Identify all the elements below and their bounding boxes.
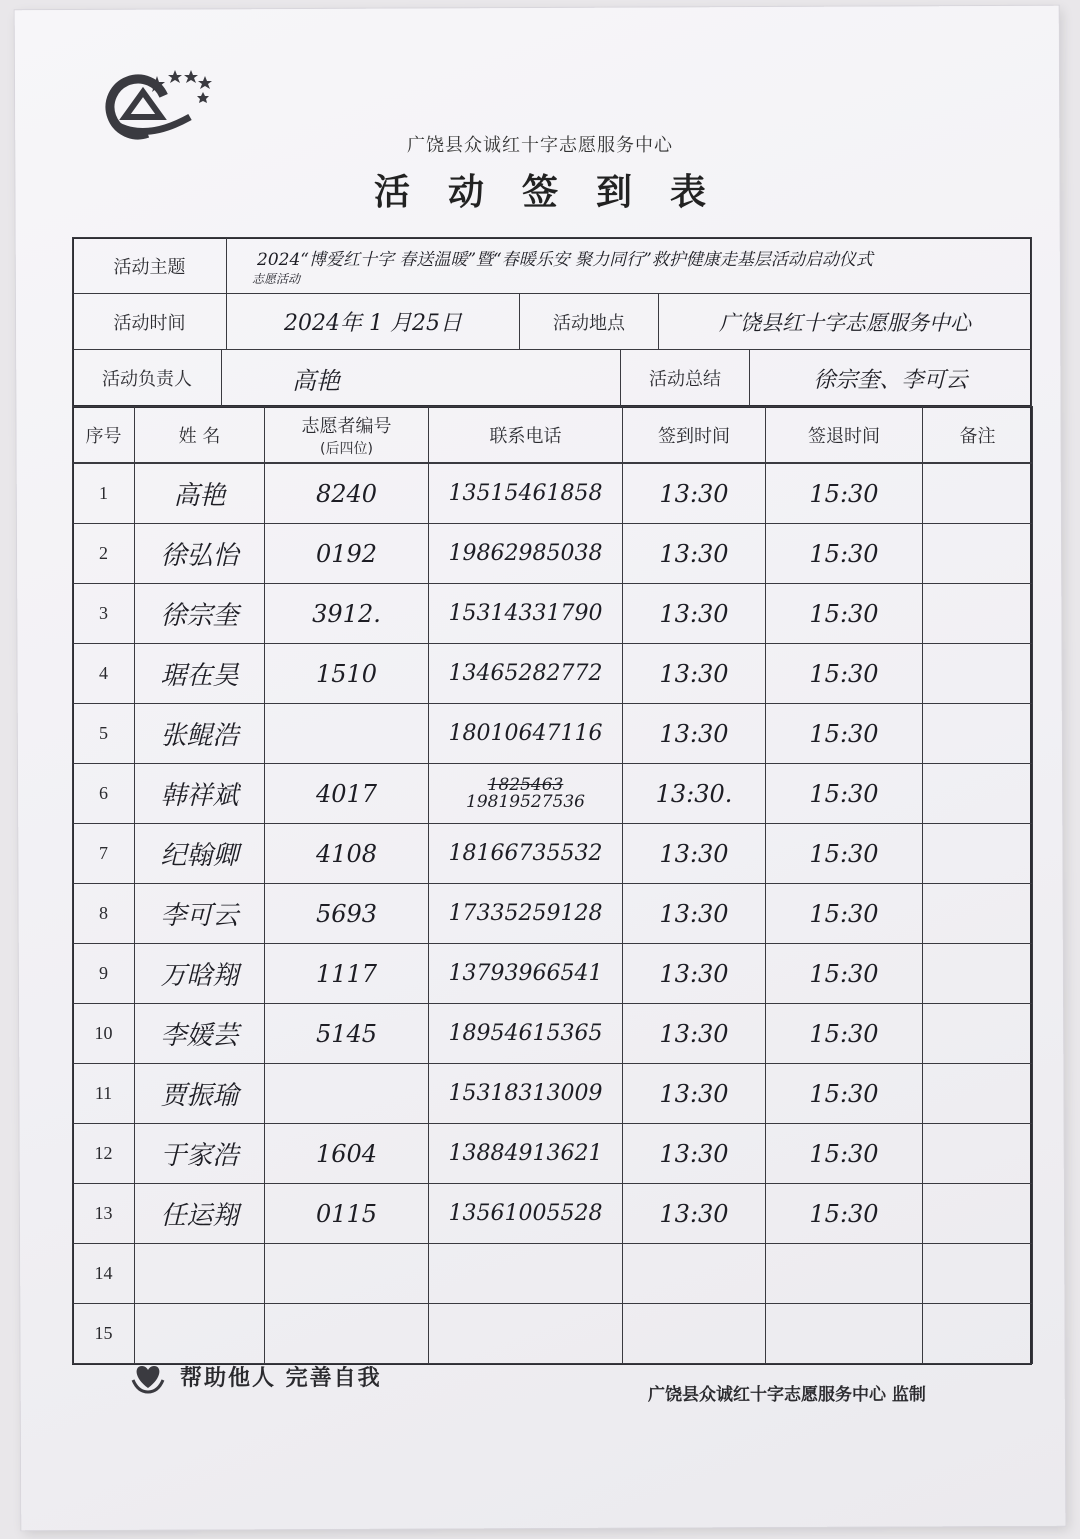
- row-name: 李媛芸: [134, 1003, 265, 1064]
- row-name: 琚在昊: [134, 643, 265, 704]
- column-header-phone: 联系电话: [428, 406, 623, 463]
- row-seq: 14: [72, 1243, 135, 1304]
- slogan-text: 帮助他人 完善自我: [180, 1365, 382, 1391]
- row-volunteer-id: 8240: [264, 463, 429, 524]
- row-seq: 13: [72, 1183, 135, 1244]
- row-volunteer-id: 1510: [264, 643, 429, 704]
- column-header-name: 姓 名: [134, 406, 265, 463]
- row-volunteer-id: 4108: [264, 823, 429, 884]
- row-volunteer-id: [264, 1243, 429, 1304]
- row-phone: 15318313009: [428, 1063, 623, 1124]
- column-header-note: 备注: [922, 406, 1033, 463]
- row-sign-out-time: 15:30: [765, 463, 923, 524]
- row-volunteer-id: 1604: [264, 1123, 429, 1184]
- row-volunteer-id: [264, 1063, 429, 1124]
- row-sign-out-time: 15:30: [765, 883, 923, 944]
- row-sign-in-time: 13:30.: [622, 763, 766, 824]
- row-sign-in-time: 13:30: [622, 823, 766, 884]
- slogan-block: [130, 1358, 382, 1394]
- row-sign-out-time: 15:30: [765, 643, 923, 704]
- row-phone: 18010647116: [428, 703, 623, 764]
- row-phone: 15314331790: [428, 583, 623, 644]
- row-note: [922, 703, 1033, 764]
- row-sign-in-time: 13:30: [622, 643, 766, 704]
- row-note: [922, 583, 1033, 644]
- row-phone: 18954615365: [428, 1003, 623, 1064]
- row-phone: [428, 1243, 623, 1304]
- row-seq: 15: [72, 1303, 135, 1364]
- row-volunteer-id: 5145: [264, 1003, 429, 1064]
- row-sign-out-time: 15:30: [765, 1063, 923, 1124]
- leader-value: 高艳: [221, 349, 621, 407]
- row-sign-in-time: 13:30: [622, 1063, 766, 1124]
- row-sign-out-time: 15:30: [765, 823, 923, 884]
- row-note: [922, 463, 1033, 524]
- column-header-volunteer-id-label: 志愿者编号: [301, 415, 392, 437]
- row-seq: 1: [72, 463, 135, 524]
- row-note: [922, 523, 1033, 584]
- row-name: 于家浩: [134, 1123, 265, 1184]
- row-volunteer-id: 3912.: [264, 583, 429, 644]
- row-seq: 9: [72, 943, 135, 1004]
- row-phone: 13793966541: [428, 943, 623, 1004]
- time-value: 2024年 1 月25日: [226, 293, 520, 350]
- row-volunteer-id: [264, 1303, 429, 1364]
- row-phone: 17335259128: [428, 883, 623, 944]
- row-sign-out-time: 15:30: [765, 1183, 923, 1244]
- row-note: [922, 883, 1033, 944]
- theme-value-line2: 志愿活动: [252, 271, 301, 286]
- row-seq: 3: [72, 583, 135, 644]
- row-seq: 7: [72, 823, 135, 884]
- row-seq: 2: [72, 523, 135, 584]
- row-sign-in-time: 13:30: [622, 1183, 766, 1244]
- column-header-volunteer-id: [264, 406, 429, 463]
- row-sign-in-time: 13:30: [622, 463, 766, 524]
- theme-value-cell: [226, 237, 1032, 294]
- form-title: 活动签到表: [373, 172, 744, 213]
- summary-value: 徐宗奎、李可云: [749, 349, 1032, 407]
- row-note: [922, 1003, 1033, 1064]
- row-sign-in-time: [622, 1303, 766, 1364]
- corrected-phone: 19819527536: [466, 791, 585, 812]
- row-name: [134, 1303, 265, 1364]
- row-seq: 11: [72, 1063, 135, 1124]
- row-name: 高艳: [134, 463, 265, 524]
- row-name: 纪翰卿: [134, 823, 265, 884]
- heart-hands-icon: [130, 1358, 166, 1394]
- theme-label: 活动主题: [72, 237, 227, 294]
- row-volunteer-id: 4017: [264, 763, 429, 824]
- row-note: [922, 1123, 1033, 1184]
- row-sign-in-time: 13:30: [622, 943, 766, 1004]
- row-seq: 8: [72, 883, 135, 944]
- column-header-sign-in: 签到时间: [622, 406, 766, 463]
- row-name: 徐弘怡: [134, 523, 265, 584]
- row-name: 万晗翔: [134, 943, 265, 1004]
- row-seq: 6: [72, 763, 135, 824]
- leader-label: 活动负责人: [72, 349, 222, 407]
- row-note: [922, 1243, 1033, 1304]
- row-sign-out-time: [765, 1243, 923, 1304]
- column-header-seq: 序号: [72, 406, 135, 463]
- row-seq: 12: [72, 1123, 135, 1184]
- row-note: [922, 643, 1033, 704]
- row-sign-out-time: 15:30: [765, 1003, 923, 1064]
- row-sign-in-time: 13:30: [622, 583, 766, 644]
- row-sign-out-time: 15:30: [765, 583, 923, 644]
- row-phone: [428, 1303, 623, 1364]
- row-sign-in-time: 13:30: [622, 523, 766, 584]
- row-sign-out-time: 15:30: [765, 943, 923, 1004]
- row-phone: 13884913621: [428, 1123, 623, 1184]
- row-sign-out-time: 15:30: [765, 763, 923, 824]
- row-name: [134, 1243, 265, 1304]
- red-cross-org-logo: [95, 62, 220, 142]
- row-name: 李可云: [134, 883, 265, 944]
- row-phone: 19862985038: [428, 523, 623, 584]
- row-phone: 13561005528: [428, 1183, 623, 1244]
- supervisor-text: 广饶县众诚红十字志愿服务中心 监制: [648, 1385, 926, 1405]
- theme-value-line1: 2024“博爱红十字 春送温暖”暨“春暖乐安 聚力同行”救护健康走基层活动启动仪式: [257, 249, 873, 270]
- row-note: [922, 823, 1033, 884]
- row-phone: 18166735532: [428, 823, 623, 884]
- summary-label: 活动总结: [620, 349, 750, 407]
- row-seq: 10: [72, 1003, 135, 1064]
- column-header-volunteer-id-sub: (后四位): [320, 440, 373, 457]
- row-sign-out-time: 15:30: [765, 523, 923, 584]
- column-header-sign-out: 签退时间: [765, 406, 923, 463]
- struck-phone: 1825463: [487, 774, 564, 795]
- row-name: 任运翔: [134, 1183, 265, 1244]
- row-sign-in-time: 13:30: [622, 1003, 766, 1064]
- row-volunteer-id: [264, 703, 429, 764]
- row-sign-in-time: 13:30: [622, 703, 766, 764]
- row-note: [922, 943, 1033, 1004]
- row-name: 韩祥斌: [134, 763, 265, 824]
- row-name: 徐宗奎: [134, 583, 265, 644]
- row-note: [922, 1303, 1033, 1364]
- row-volunteer-id: 5693: [264, 883, 429, 944]
- row-name: 贾振瑜: [134, 1063, 265, 1124]
- location-value: 广饶县红十字志愿服务中心: [658, 293, 1032, 350]
- row-sign-out-time: 15:30: [765, 1123, 923, 1184]
- row-note: [922, 1183, 1033, 1244]
- time-label: 活动时间: [72, 293, 227, 350]
- row-sign-in-time: [622, 1243, 766, 1304]
- row-sign-out-time: 15:30: [765, 703, 923, 764]
- row-name: 张鲲浩: [134, 703, 265, 764]
- row-sign-in-time: 13:30: [622, 1123, 766, 1184]
- row-sign-in-time: 13:30: [622, 883, 766, 944]
- row-phone: [428, 763, 623, 824]
- row-volunteer-id: 1117: [264, 943, 429, 1004]
- row-note: [922, 763, 1033, 824]
- row-seq: 4: [72, 643, 135, 704]
- location-label: 活动地点: [519, 293, 659, 350]
- row-volunteer-id: 0115: [264, 1183, 429, 1244]
- row-sign-out-time: [765, 1303, 923, 1364]
- organization-name: 广饶县众诚红十字志愿服务中心: [407, 135, 673, 156]
- row-seq: 5: [72, 703, 135, 764]
- row-phone: 13515461858: [428, 463, 623, 524]
- row-note: [922, 1063, 1033, 1124]
- row-phone: 13465282772: [428, 643, 623, 704]
- row-volunteer-id: 0192: [264, 523, 429, 584]
